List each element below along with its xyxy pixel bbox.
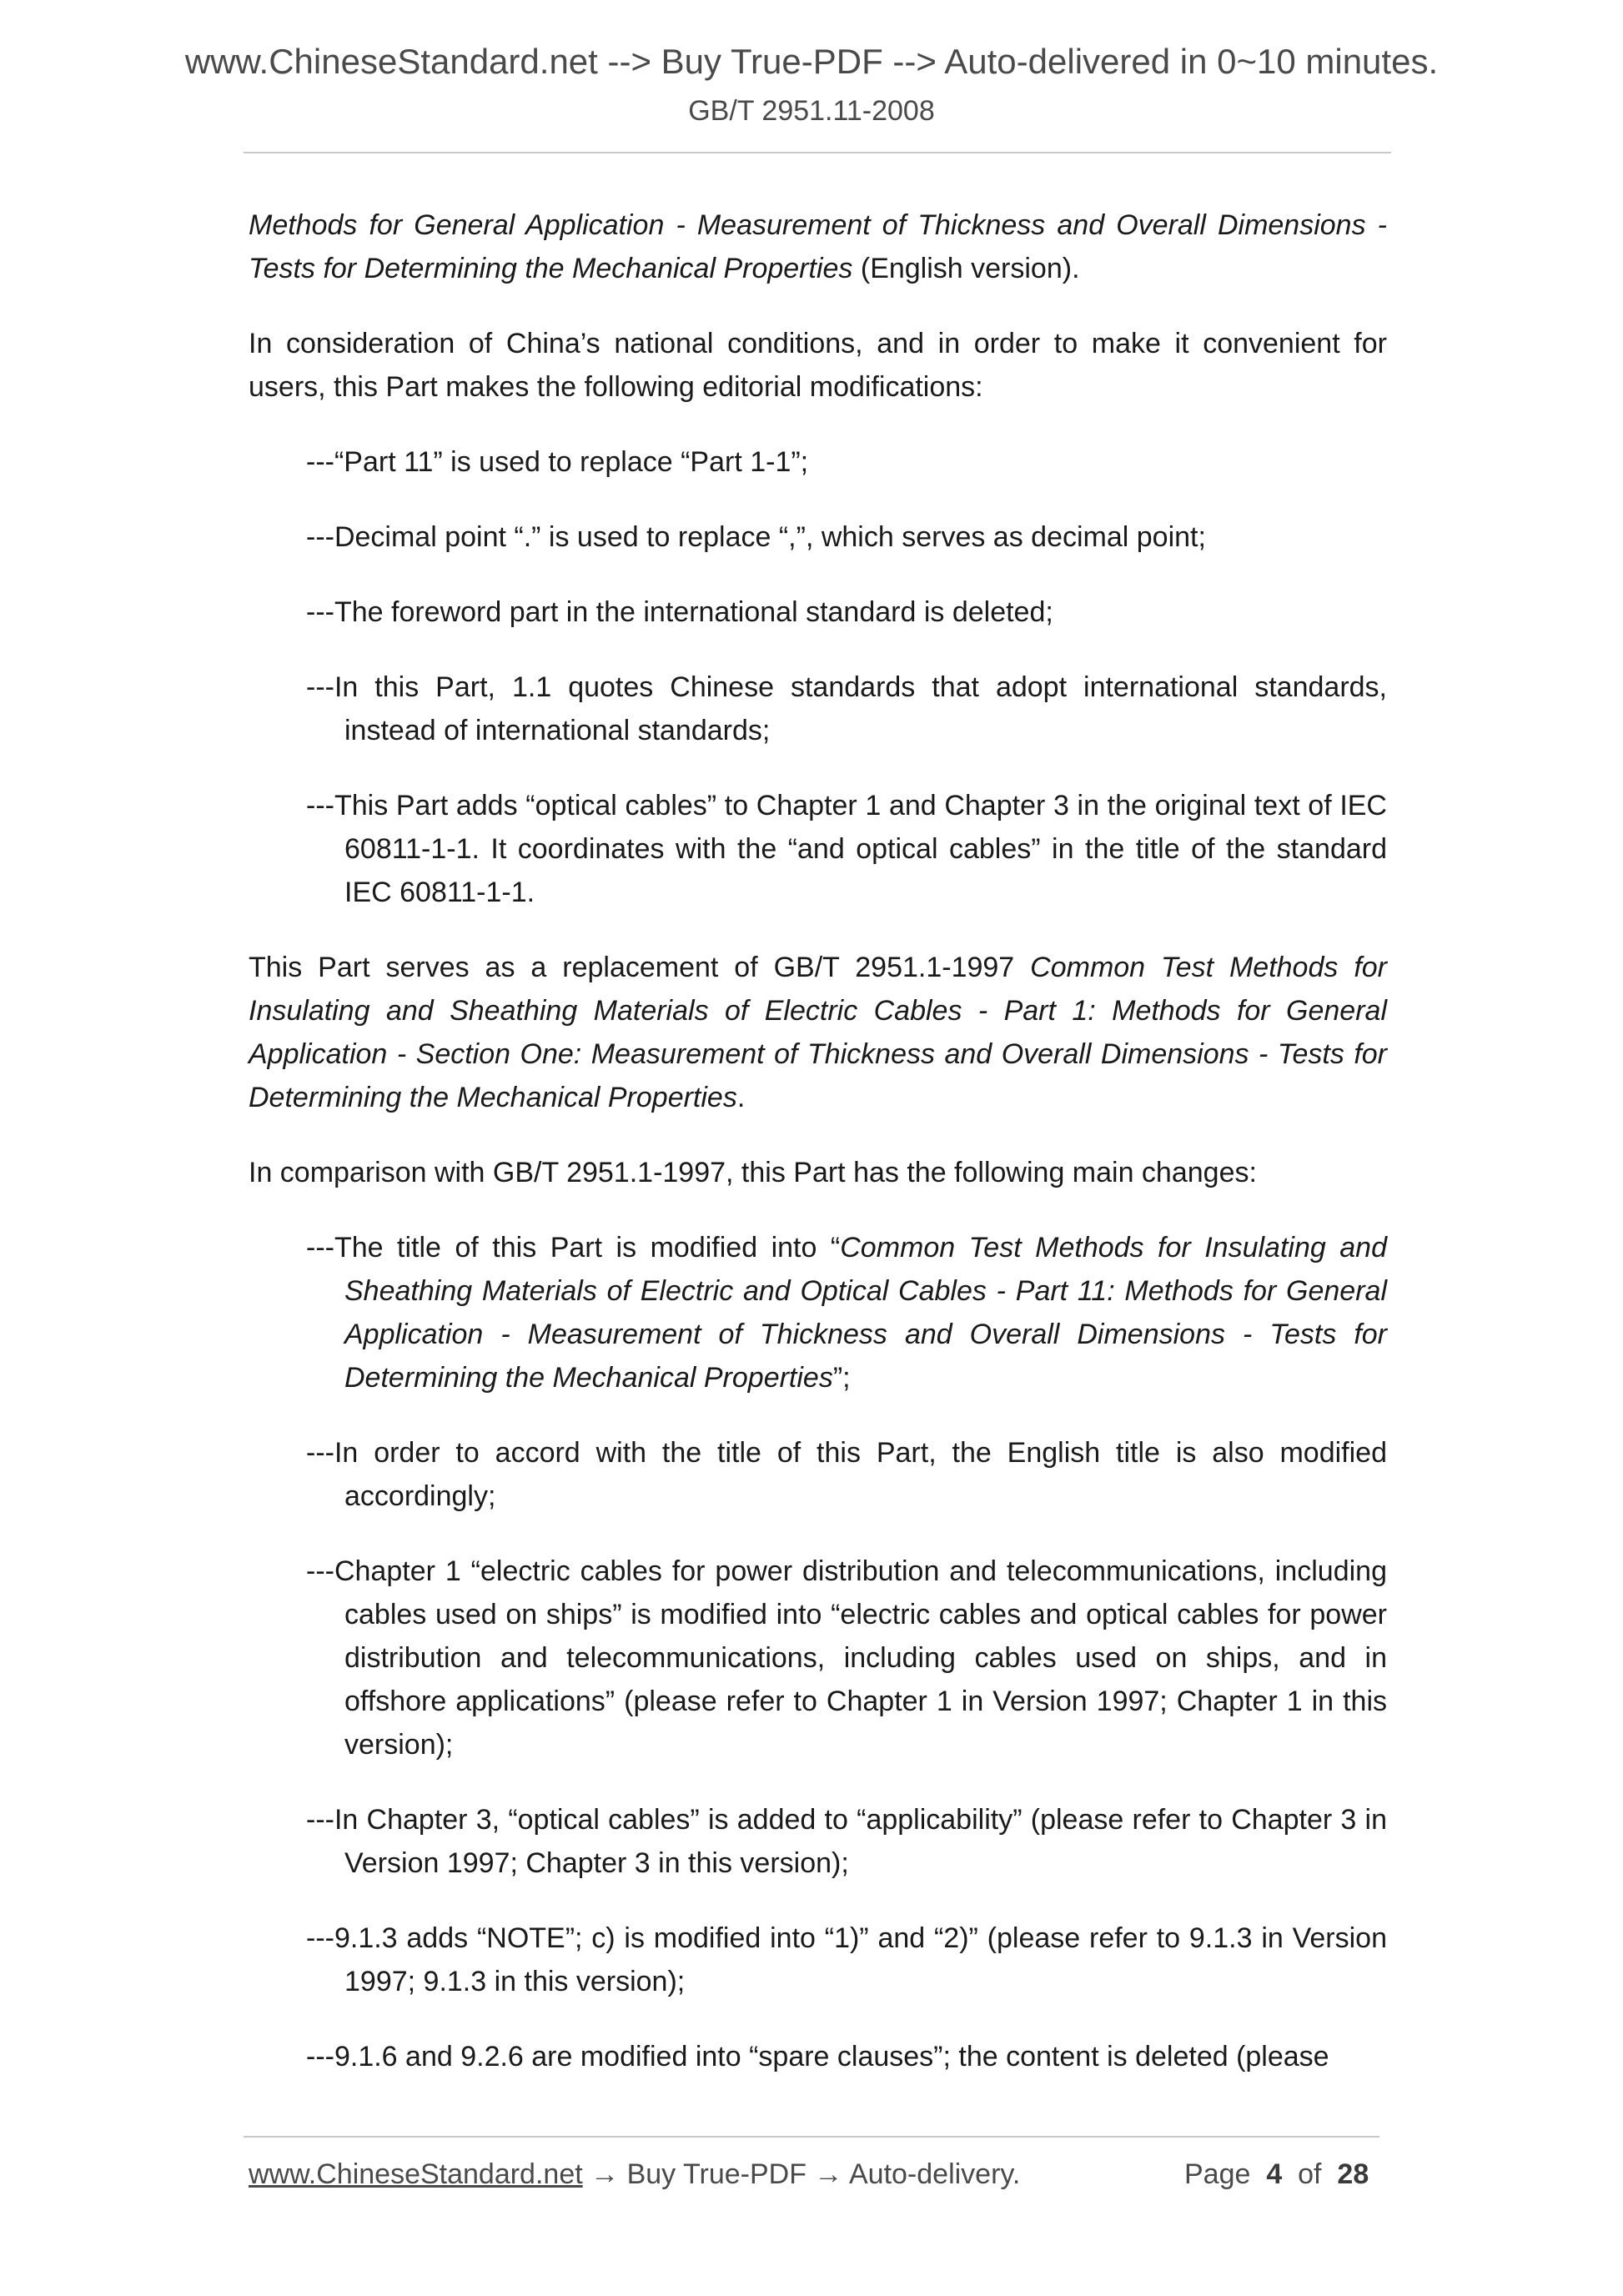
replacement-tail: . bbox=[736, 1082, 746, 1113]
total-pages: 28 bbox=[1337, 2158, 1369, 2190]
top-banner: www.ChineseStandard.net --> Buy True-PDF --> Auto-delivered in 0~10 minutes. bbox=[184, 42, 1439, 81]
replacement-title-italic: Common Test Methods for Insulating and Sheathing Materials of Electric Cables - Part 1: Methods for General Application - Section One: Measurement of Thickness and Overall Dimensions - Tests for Determining the Mechanical Properties bbox=[249, 952, 1387, 1113]
paragraph-replacement bbox=[249, 946, 1387, 1119]
change-title-lead: ---The title of this Part is modified into “ bbox=[306, 1232, 841, 1264]
footer-divider bbox=[244, 2136, 1379, 2138]
change-title-tail: ”; bbox=[832, 1362, 851, 1394]
title-continuation-tail: (English version). bbox=[852, 253, 1080, 284]
footer-site-link[interactable]: www.ChineseStandard.net bbox=[249, 2158, 583, 2190]
paragraph-editorial-intro: In consideration of China’s national conditions, and in order to make it convenient for users, this Part makes the following editorial modifications: bbox=[249, 328, 1387, 403]
change-title-italic: Common Test Methods for Insulating and Sheathing Materials of Electric and Optical Cables - Part 11: Methods for General Application - Measurement of Thickness and Overall Dimensions - Tests for Determining the Mechanical Properties bbox=[344, 1232, 1387, 1394]
list-item bbox=[249, 1226, 1387, 1399]
title-continuation-italic: Methods for General Application - Measurement of Thickness and Overall Dimensions - Tests for Determining the Mechanical Properties bbox=[249, 209, 1387, 284]
list-item: ---“Part 11” is used to replace “Part 1-1”; bbox=[306, 446, 809, 478]
list-item: ---Decimal point “.” is used to replace “,”, which serves as decimal point; bbox=[306, 521, 1206, 553]
list-item: ---Chapter 1 “electric cables for power distribution and telecommunications, including cables used on ships” is modified into “electric cables and optical cables for power distribution and telecommunications, including cables used on ships, and in offshore applications” (please refer to Chapter 1 in Version 1997; Chapter 1 in this version); bbox=[306, 1555, 1387, 1761]
paragraph-changes-intro: In comparison with GB/T 2951.1-1997, this Part has the following main changes: bbox=[249, 1157, 1257, 1188]
list-item: ---In this Part, 1.1 quotes Chinese standards that adopt international standards, instead of international standards; bbox=[306, 671, 1387, 746]
list-item: ---9.1.6 and 9.2.6 are modified into “spare clauses”; the content is deleted (please bbox=[306, 2041, 1329, 2072]
standard-code: GB/T 2951.11-2008 bbox=[688, 95, 935, 127]
header-divider bbox=[244, 152, 1391, 153]
footer-tagline: → Buy True-PDF → Auto-delivery. bbox=[582, 2158, 1021, 2190]
paragraph-title-continuation bbox=[249, 203, 1387, 290]
list-item: ---The foreword part in the international standard is deleted; bbox=[306, 596, 1053, 628]
page-label: Page bbox=[1184, 2158, 1251, 2190]
footer-promo bbox=[249, 2158, 1020, 2191]
page-indicator bbox=[1184, 2158, 1369, 2191]
list-item: ---This Part adds “optical cables” to Chapter 1 and Chapter 3 in the original text of IEC 60811-1-1. It coordinates with the “and optical cables” in the title of the standard IEC 60811-1-1. bbox=[306, 790, 1387, 908]
of-label: of bbox=[1298, 2158, 1322, 2190]
page-number: 4 bbox=[1266, 2158, 1283, 2190]
document-body bbox=[249, 203, 1387, 2110]
list-item: ---In order to accord with the title of this Part, the English title is also modified accordingly; bbox=[306, 1437, 1387, 1512]
list-item: ---9.1.3 adds “NOTE”; c) is modified into “1)” and “2)” (please refer to 9.1.3 in Version 1997; 9.1.3 in this version); bbox=[306, 1922, 1387, 1997]
list-item: ---In Chapter 3, “optical cables” is added to “applicability” (please refer to Chapter 3 in Version 1997; Chapter 3 in this version); bbox=[306, 1804, 1387, 1879]
replacement-lead: This Part serves as a replacement of GB/T 2951.1-1997 bbox=[249, 952, 1031, 983]
